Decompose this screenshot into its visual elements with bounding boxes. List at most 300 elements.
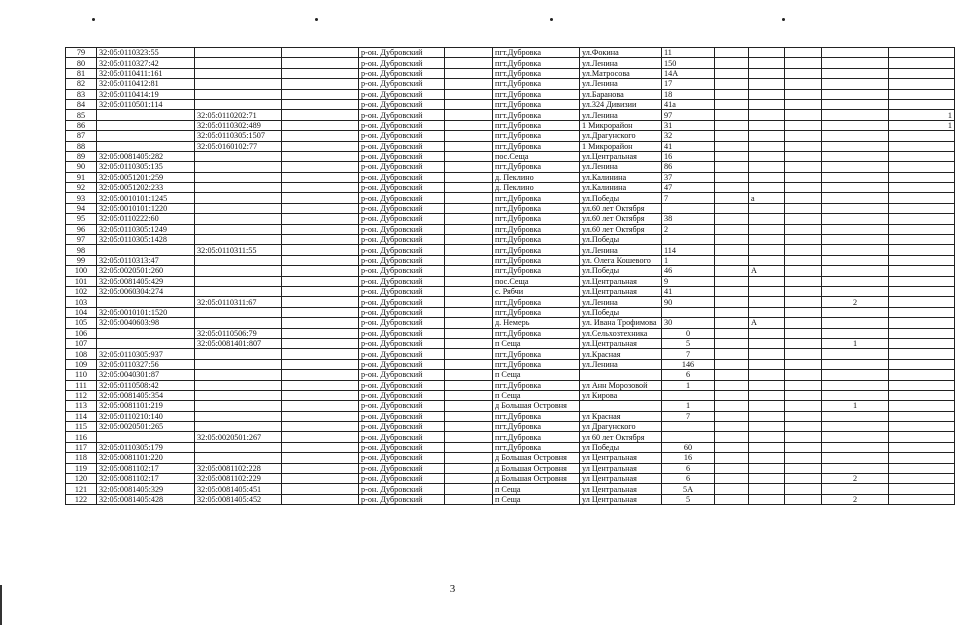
house-number: 7 xyxy=(662,349,715,359)
blank-cell xyxy=(785,120,822,130)
cadastral-number-alt xyxy=(195,172,282,182)
blank-cell xyxy=(715,276,749,286)
count-cell xyxy=(822,276,889,286)
street: ул.Ленина xyxy=(580,79,662,89)
blank-cell xyxy=(785,266,822,276)
district: р-он. Дубровский xyxy=(359,183,445,193)
count-cell-last xyxy=(889,276,955,286)
row-number: 111 xyxy=(66,380,97,390)
cadastral-number-alt xyxy=(195,224,282,234)
blank-cell xyxy=(785,297,822,307)
cadastral-number-alt: 32:05:0081102:228 xyxy=(195,463,282,473)
blank-cell xyxy=(715,245,749,255)
blank-cell xyxy=(445,276,493,286)
street: ул Центральная xyxy=(580,494,662,504)
cadastral-number: 32:05:0110222:60 xyxy=(97,214,195,224)
settlement: д. Пеклино xyxy=(493,183,580,193)
cadastral-number: 32:05:0081405:282 xyxy=(97,151,195,161)
district: р-он. Дубровский xyxy=(359,453,445,463)
cadastral-number xyxy=(97,338,195,348)
street: ул.60 лет Октября xyxy=(580,203,662,213)
house-letter xyxy=(749,131,785,141)
street: ул Красная xyxy=(580,411,662,421)
street: ул.Ленина xyxy=(580,162,662,172)
street: ул.Матросова xyxy=(580,68,662,78)
table-row xyxy=(66,338,955,348)
house-number: 11 xyxy=(662,48,715,58)
house-letter xyxy=(749,110,785,120)
house-number: 41 xyxy=(662,286,715,296)
blank-cell xyxy=(282,401,359,411)
cadastral-number: 32:05:0110327:56 xyxy=(97,359,195,369)
blank-cell xyxy=(785,203,822,213)
blank-cell xyxy=(715,474,749,484)
table-row xyxy=(66,411,955,421)
house-number xyxy=(662,235,715,245)
street: ул.Драгунского xyxy=(580,131,662,141)
table-row xyxy=(66,442,955,452)
blank-cell xyxy=(282,214,359,224)
cadastral-number: 32:05:0110305:1428 xyxy=(97,235,195,245)
house-number: 38 xyxy=(662,214,715,224)
street: ул.324 Дивизии xyxy=(580,99,662,109)
settlement: п Сеща xyxy=(493,484,580,494)
house-number: 31 xyxy=(662,120,715,130)
district: р-он. Дубровский xyxy=(359,89,445,99)
blank-cell xyxy=(282,359,359,369)
count-cell-last xyxy=(889,463,955,473)
count-cell-last xyxy=(889,245,955,255)
blank-cell xyxy=(282,318,359,328)
house-number: 90 xyxy=(662,297,715,307)
blank-cell xyxy=(715,359,749,369)
blank-cell xyxy=(445,349,493,359)
table-row xyxy=(66,359,955,369)
blank-cell xyxy=(715,141,749,151)
row-number: 86 xyxy=(66,120,97,130)
blank-cell xyxy=(282,235,359,245)
count-cell: 2 xyxy=(822,474,889,484)
count-cell-last xyxy=(889,484,955,494)
row-number: 117 xyxy=(66,442,97,452)
blank-cell xyxy=(445,494,493,504)
count-cell-last xyxy=(889,474,955,484)
house-number: 1 xyxy=(662,380,715,390)
blank-cell xyxy=(445,474,493,484)
house-letter xyxy=(749,151,785,161)
blank-cell xyxy=(282,474,359,484)
blank-cell xyxy=(282,453,359,463)
cadastral-number: 32:05:0051202:233 xyxy=(97,183,195,193)
district: р-он. Дубровский xyxy=(359,390,445,400)
cadastral-number-alt xyxy=(195,286,282,296)
row-number: 85 xyxy=(66,110,97,120)
count-cell xyxy=(822,349,889,359)
district: р-он. Дубровский xyxy=(359,307,445,317)
count-cell-last xyxy=(889,58,955,68)
count-cell xyxy=(822,432,889,442)
cadastral-number-alt: 32:05:0110202:71 xyxy=(195,110,282,120)
blank-cell xyxy=(715,214,749,224)
table-row xyxy=(66,131,955,141)
cadastral-number: 32:05:0110412:81 xyxy=(97,79,195,89)
count-cell-last xyxy=(889,328,955,338)
blank-cell xyxy=(715,110,749,120)
house-letter: а xyxy=(749,193,785,203)
cadastral-number-alt xyxy=(195,203,282,213)
count-cell-last xyxy=(889,422,955,432)
settlement: пгт.Дубровка xyxy=(493,99,580,109)
table-row xyxy=(66,484,955,494)
blank-cell xyxy=(785,390,822,400)
district: р-он. Дубровский xyxy=(359,214,445,224)
house-number: 97 xyxy=(662,110,715,120)
district: р-он. Дубровский xyxy=(359,266,445,276)
cadastral-number: 32:05:0110305:135 xyxy=(97,162,195,172)
blank-cell xyxy=(715,338,749,348)
blank-cell xyxy=(785,286,822,296)
house-number: 5 xyxy=(662,338,715,348)
cadastral-number-alt: 32:05:0020501:267 xyxy=(195,432,282,442)
blank-cell xyxy=(715,453,749,463)
cadastral-number: 32:05:0110414:19 xyxy=(97,89,195,99)
cadastral-number: 32:05:0081405:354 xyxy=(97,390,195,400)
house-letter xyxy=(749,453,785,463)
count-cell-last xyxy=(889,307,955,317)
blank-cell xyxy=(785,422,822,432)
blank-cell xyxy=(282,297,359,307)
settlement: пгт.Дубровка xyxy=(493,245,580,255)
row-number: 94 xyxy=(66,203,97,213)
cadastral-number: 32:05:0040301:87 xyxy=(97,370,195,380)
count-cell-last xyxy=(889,224,955,234)
count-cell xyxy=(822,255,889,265)
row-number: 105 xyxy=(66,318,97,328)
blank-cell xyxy=(282,422,359,432)
row-number: 108 xyxy=(66,349,97,359)
blank-cell xyxy=(785,245,822,255)
row-number: 121 xyxy=(66,484,97,494)
count-cell-last xyxy=(889,214,955,224)
blank-cell xyxy=(282,245,359,255)
settlement: пгт.Дубровка xyxy=(493,266,580,276)
count-cell xyxy=(822,328,889,338)
cadastral-number: 32:05:0110508:42 xyxy=(97,380,195,390)
blank-cell xyxy=(715,203,749,213)
table-row xyxy=(66,48,955,58)
district: р-он. Дубровский xyxy=(359,99,445,109)
cadastral-number: 32:05:0081405:429 xyxy=(97,276,195,286)
house-number: 6 xyxy=(662,474,715,484)
cadastral-number: 32:05:0110501:114 xyxy=(97,99,195,109)
blank-cell xyxy=(785,99,822,109)
blank-cell xyxy=(785,183,822,193)
settlement: пгт.Дубровка xyxy=(493,432,580,442)
blank-cell xyxy=(445,255,493,265)
district: р-он. Дубровский xyxy=(359,203,445,213)
count-cell xyxy=(822,245,889,255)
blank-cell xyxy=(715,349,749,359)
house-number: 16 xyxy=(662,151,715,161)
settlement: п Сеща xyxy=(493,390,580,400)
table-row xyxy=(66,141,955,151)
count-cell xyxy=(822,99,889,109)
blank-cell xyxy=(785,338,822,348)
count-cell xyxy=(822,224,889,234)
house-letter xyxy=(749,359,785,369)
house-letter xyxy=(749,286,785,296)
settlement: пгт.Дубровка xyxy=(493,141,580,151)
blank-cell xyxy=(282,110,359,120)
count-cell xyxy=(822,370,889,380)
house-number: 7 xyxy=(662,193,715,203)
blank-cell xyxy=(715,162,749,172)
blank-cell xyxy=(282,463,359,473)
table-row xyxy=(66,224,955,234)
house-letter xyxy=(749,48,785,58)
count-cell-last xyxy=(889,203,955,213)
settlement: пгт.Дубровка xyxy=(493,162,580,172)
blank-cell xyxy=(445,58,493,68)
row-number: 91 xyxy=(66,172,97,182)
blank-cell xyxy=(445,193,493,203)
row-number: 89 xyxy=(66,151,97,161)
house-number: 7 xyxy=(662,411,715,421)
cadastral-number-alt: 32:05:0110302:489 xyxy=(195,120,282,130)
count-cell xyxy=(822,172,889,182)
table-row xyxy=(66,432,955,442)
table-row xyxy=(66,214,955,224)
blank-cell xyxy=(445,48,493,58)
count-cell-last xyxy=(889,89,955,99)
district: р-он. Дубровский xyxy=(359,162,445,172)
settlement: д Большая Островня xyxy=(493,474,580,484)
settlement: п Сеща xyxy=(493,338,580,348)
house-number xyxy=(662,432,715,442)
row-number: 98 xyxy=(66,245,97,255)
row-number: 122 xyxy=(66,494,97,504)
count-cell-last xyxy=(889,442,955,452)
settlement: пгт.Дубровка xyxy=(493,131,580,141)
row-number: 101 xyxy=(66,276,97,286)
settlement: пгт.Дубровка xyxy=(493,224,580,234)
row-number: 93 xyxy=(66,193,97,203)
count-cell-last xyxy=(889,172,955,182)
house-letter xyxy=(749,370,785,380)
house-letter xyxy=(749,390,785,400)
row-number: 88 xyxy=(66,141,97,151)
house-letter xyxy=(749,474,785,484)
cadastral-number-alt: 32:05:0110305:1507 xyxy=(195,131,282,141)
cadastral-number-alt: 32:05:0081405:452 xyxy=(195,494,282,504)
table-row xyxy=(66,494,955,504)
blank-cell xyxy=(282,79,359,89)
table-row xyxy=(66,276,955,286)
blank-cell xyxy=(445,432,493,442)
district: р-он. Дубровский xyxy=(359,286,445,296)
street: ул.60 лет Октября xyxy=(580,224,662,234)
house-letter xyxy=(749,214,785,224)
blank-cell xyxy=(785,411,822,421)
cadastral-number-alt xyxy=(195,266,282,276)
settlement: д. Пеклино xyxy=(493,172,580,182)
street: ул.Победы xyxy=(580,266,662,276)
settlement: пгт.Дубровка xyxy=(493,120,580,130)
address-register-table xyxy=(65,47,955,505)
count-cell-last xyxy=(889,131,955,141)
blank-cell xyxy=(785,474,822,484)
blank-cell xyxy=(785,432,822,442)
blank-cell xyxy=(715,131,749,141)
settlement: пгт.Дубровка xyxy=(493,110,580,120)
count-cell xyxy=(822,79,889,89)
cadastral-number-alt: 32:05:0081102:229 xyxy=(195,474,282,484)
cadastral-number-alt xyxy=(195,318,282,328)
table-row xyxy=(66,453,955,463)
house-letter xyxy=(749,276,785,286)
blank-cell xyxy=(715,297,749,307)
blank-cell xyxy=(715,255,749,265)
cadastral-number-alt xyxy=(195,255,282,265)
settlement: пгт.Дубровка xyxy=(493,297,580,307)
house-number: 41 xyxy=(662,141,715,151)
count-cell xyxy=(822,422,889,432)
count-cell-last xyxy=(889,235,955,245)
blank-cell xyxy=(445,328,493,338)
blank-cell xyxy=(445,484,493,494)
settlement: пос.Сеща xyxy=(493,151,580,161)
cadastral-number: 32:05:0110210:140 xyxy=(97,411,195,421)
row-number: 116 xyxy=(66,432,97,442)
house-letter xyxy=(749,422,785,432)
cadastral-number-alt xyxy=(195,151,282,161)
settlement: пгт.Дубровка xyxy=(493,442,580,452)
blank-cell xyxy=(445,297,493,307)
blank-cell xyxy=(715,68,749,78)
blank-cell xyxy=(445,151,493,161)
cadastral-number xyxy=(97,120,195,130)
count-cell-last xyxy=(889,453,955,463)
table-row xyxy=(66,193,955,203)
count-cell xyxy=(822,453,889,463)
house-letter xyxy=(749,307,785,317)
house-letter xyxy=(749,235,785,245)
settlement: пгт.Дубровка xyxy=(493,380,580,390)
district: р-он. Дубровский xyxy=(359,48,445,58)
count-cell xyxy=(822,286,889,296)
district: р-он. Дубровский xyxy=(359,484,445,494)
table-row xyxy=(66,58,955,68)
settlement: пгт.Дубровка xyxy=(493,328,580,338)
street: 1 Микрорайон xyxy=(580,120,662,130)
house-letter xyxy=(749,338,785,348)
blank-cell xyxy=(785,276,822,286)
cadastral-number-alt: 32:05:0081405:451 xyxy=(195,484,282,494)
district: р-он. Дубровский xyxy=(359,68,445,78)
blank-cell xyxy=(445,463,493,473)
row-number: 90 xyxy=(66,162,97,172)
house-letter xyxy=(749,297,785,307)
count-cell xyxy=(822,58,889,68)
count-cell xyxy=(822,89,889,99)
blank-cell xyxy=(785,131,822,141)
settlement: пгт.Дубровка xyxy=(493,68,580,78)
cadastral-number-alt xyxy=(195,349,282,359)
house-letter xyxy=(749,120,785,130)
row-number: 79 xyxy=(66,48,97,58)
district: р-он. Дубровский xyxy=(359,328,445,338)
blank-cell xyxy=(282,203,359,213)
street: ул Центральная xyxy=(580,474,662,484)
blank-cell xyxy=(445,286,493,296)
cadastral-number: 32:05:0020501:260 xyxy=(97,266,195,276)
count-cell xyxy=(822,193,889,203)
house-number: 5 xyxy=(662,494,715,504)
blank-cell xyxy=(785,328,822,338)
blank-cell xyxy=(282,328,359,338)
house-letter xyxy=(749,203,785,213)
street: ул Победы xyxy=(580,442,662,452)
count-cell-last xyxy=(889,141,955,151)
blank-cell xyxy=(715,422,749,432)
cadastral-number: 32:05:0051201:259 xyxy=(97,172,195,182)
table-row xyxy=(66,380,955,390)
district: р-он. Дубровский xyxy=(359,224,445,234)
house-number: 0 xyxy=(662,328,715,338)
street: ул.Центральная xyxy=(580,286,662,296)
street: ул.Победы xyxy=(580,193,662,203)
table-row xyxy=(66,401,955,411)
blank-cell xyxy=(715,99,749,109)
blank-cell xyxy=(785,141,822,151)
cadastral-number: 32:05:0081405:329 xyxy=(97,484,195,494)
cadastral-number: 32:05:0040603:98 xyxy=(97,318,195,328)
blank-cell xyxy=(282,370,359,380)
blank-cell xyxy=(445,370,493,380)
blank-cell xyxy=(282,390,359,400)
count-cell xyxy=(822,131,889,141)
blank-cell xyxy=(715,235,749,245)
cadastral-number: 32:05:0110327:42 xyxy=(97,58,195,68)
settlement: пгт.Дубровка xyxy=(493,411,580,421)
district: р-он. Дубровский xyxy=(359,120,445,130)
blank-cell xyxy=(785,380,822,390)
blank-cell xyxy=(715,151,749,161)
blank-cell xyxy=(282,276,359,286)
blank-cell xyxy=(785,484,822,494)
street: ул.Ленина xyxy=(580,58,662,68)
street: ул Кирова xyxy=(580,390,662,400)
count-cell xyxy=(822,235,889,245)
settlement: пос.Сеща xyxy=(493,276,580,286)
count-cell xyxy=(822,203,889,213)
count-cell xyxy=(822,110,889,120)
street: ул Анн Морозовой xyxy=(580,380,662,390)
cadastral-number-alt xyxy=(195,214,282,224)
district: р-он. Дубровский xyxy=(359,172,445,182)
table-row xyxy=(66,349,955,359)
count-cell xyxy=(822,266,889,276)
table-row xyxy=(66,89,955,99)
street: ул.Центральная xyxy=(580,338,662,348)
blank-cell xyxy=(282,349,359,359)
table-row xyxy=(66,474,955,484)
cadastral-number: 32:05:0010101:1245 xyxy=(97,193,195,203)
district: р-он. Дубровский xyxy=(359,422,445,432)
blank-cell xyxy=(785,359,822,369)
table-row xyxy=(66,235,955,245)
cadastral-number xyxy=(97,245,195,255)
